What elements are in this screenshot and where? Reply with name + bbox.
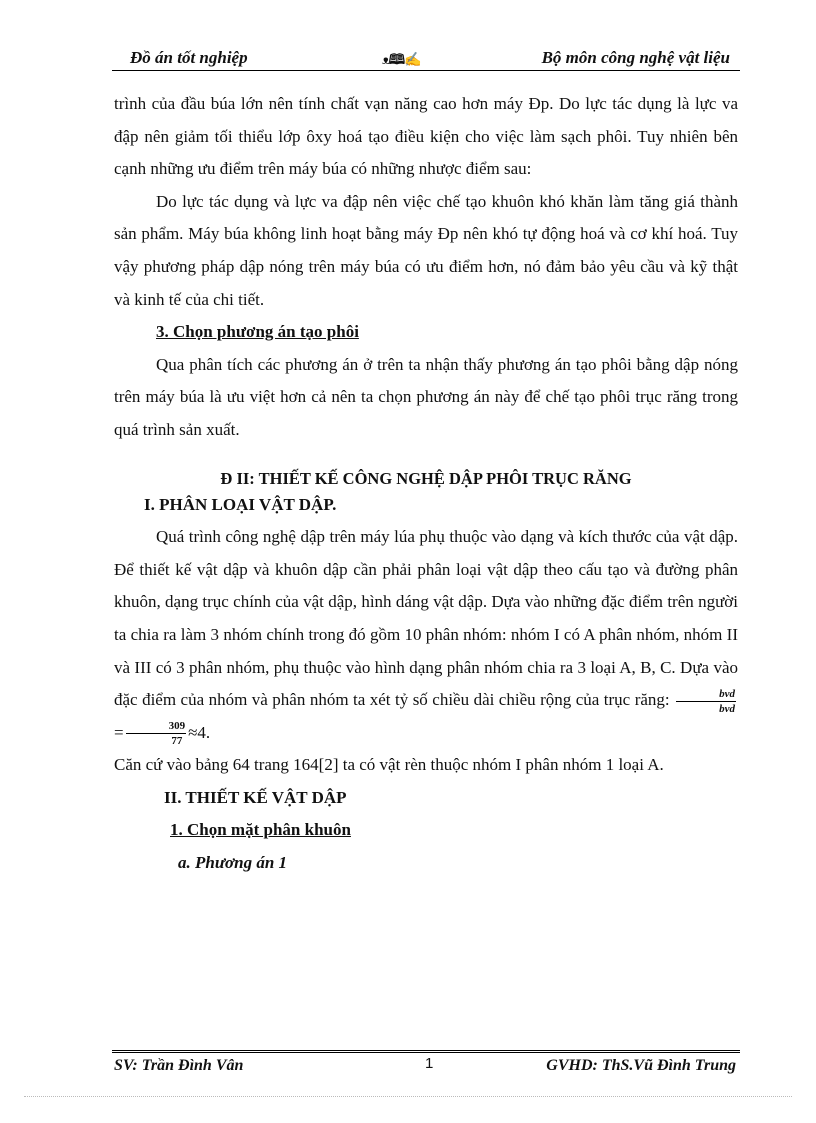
paragraph-5: Căn cứ vào bảng 64 trang 164[2] ta có vật rèn thuộc nhóm I phân nhóm 1 loại A. — [114, 755, 664, 775]
heading-3: 3. Chọn phương án tạo phôi — [156, 322, 359, 342]
section-title: Đ II: THIẾT KẾ CÔNG NGHỆ DẬP PHÔI TRỤC RĂNG — [220, 468, 632, 488]
paragraph-4 — [114, 521, 738, 749]
approx-value: ≈4. — [188, 722, 211, 742]
fraction-1-numerator: bvd — [676, 687, 736, 702]
paragraph-4-text: Quá trình công nghệ dập trên máy lúa phụ thuộc vào dạng và kích thước của vật dập. Để thiết kế vật dập và khuôn dập cần phải phân loại vật dập theo cấu tạo và đường phân khuôn, dạng trục chính của vật dập, hình dáng vật dập. Dựa vào những đặc điểm trên người ta chia ra làm 3 nhóm chính trong đó gồm 10 phân nhóm: nhóm I có A phân nhóm, nhóm II và III có 3 phân nhóm, phụ thuộc vào hình dạng phân nhóm chia ra 3 loại A, B, C. Dựa vào đặc điểm của nhóm và phân nhóm ta xét tỷ số chiều dài chiều rộng của trục răng: — [114, 527, 738, 710]
header-right: Bộ môn công nghệ vật liệu — [541, 48, 730, 67]
fraction-2-denominator: 77 — [171, 735, 183, 748]
fraction-ratio — [676, 687, 736, 716]
paragraph-2: Do lực tác dụng và lực va đập nên việc chế tạo khuôn khó khăn làm tăng giá thành sản phẩm. Máy búa không linh hoạt bằng máy Đp nên khó tự động hoá và cơ khí hoá. Tuy vậy phương pháp dập nóng trên máy búa có ưu điểm hơn, nó đảm bảo yêu cầu và kỹ thật và kinh tế của chi tiết. — [114, 191, 738, 309]
paragraph-3: Qua phân tích các phương án ở trên ta nhận thấy phương án tạo phôi bằng dập nóng trên máy búa là ưu việt hơn cả nên ta chọn phương án này để chế tạo phôi trục răng trong quá trình sản xuất. — [114, 354, 738, 439]
fraction-1-denominator: bvd — [719, 702, 735, 715]
footer-advisor: GVHD: ThS.Vũ Đình Trung — [546, 1057, 736, 1074]
page-footer — [112, 1050, 740, 1077]
footer-student: SV: Trần Đình Vân — [114, 1057, 244, 1074]
heading-a: a. Phương án 1 — [178, 853, 288, 873]
equals-sign: = — [114, 722, 124, 742]
heading-II: II. THIẾT KẾ VẬT DẬP — [164, 787, 347, 807]
page-bottom-divider — [24, 1096, 792, 1097]
heading-II-1: 1. Chọn mặt phân khuôn — [170, 820, 351, 840]
fraction-2-numerator: 309 — [126, 719, 187, 734]
fraction-value — [126, 719, 187, 748]
document-body — [114, 88, 738, 880]
paragraph-1: trình của đầu búa lớn nên tính chất vạn năng cao hơn máy Đp. Do lực tác dụng là lực va đập nên giảm tối thiểu lớp ôxy hoá tạo điều kiện cho việc làm sạch phôi. Tuy nhiên bên cạnh những ưu điểm trên máy búa có những nhược điểm sau: — [114, 94, 738, 179]
header-ornament: ᴥ🕮✍ — [382, 53, 421, 68]
header-left: Đồ án tốt nghiệp — [130, 48, 248, 67]
page-number: 1 — [425, 1055, 434, 1072]
page-header — [112, 48, 740, 71]
heading-I: I. PHÂN LOẠI VẬT DẬP. — [144, 494, 337, 514]
